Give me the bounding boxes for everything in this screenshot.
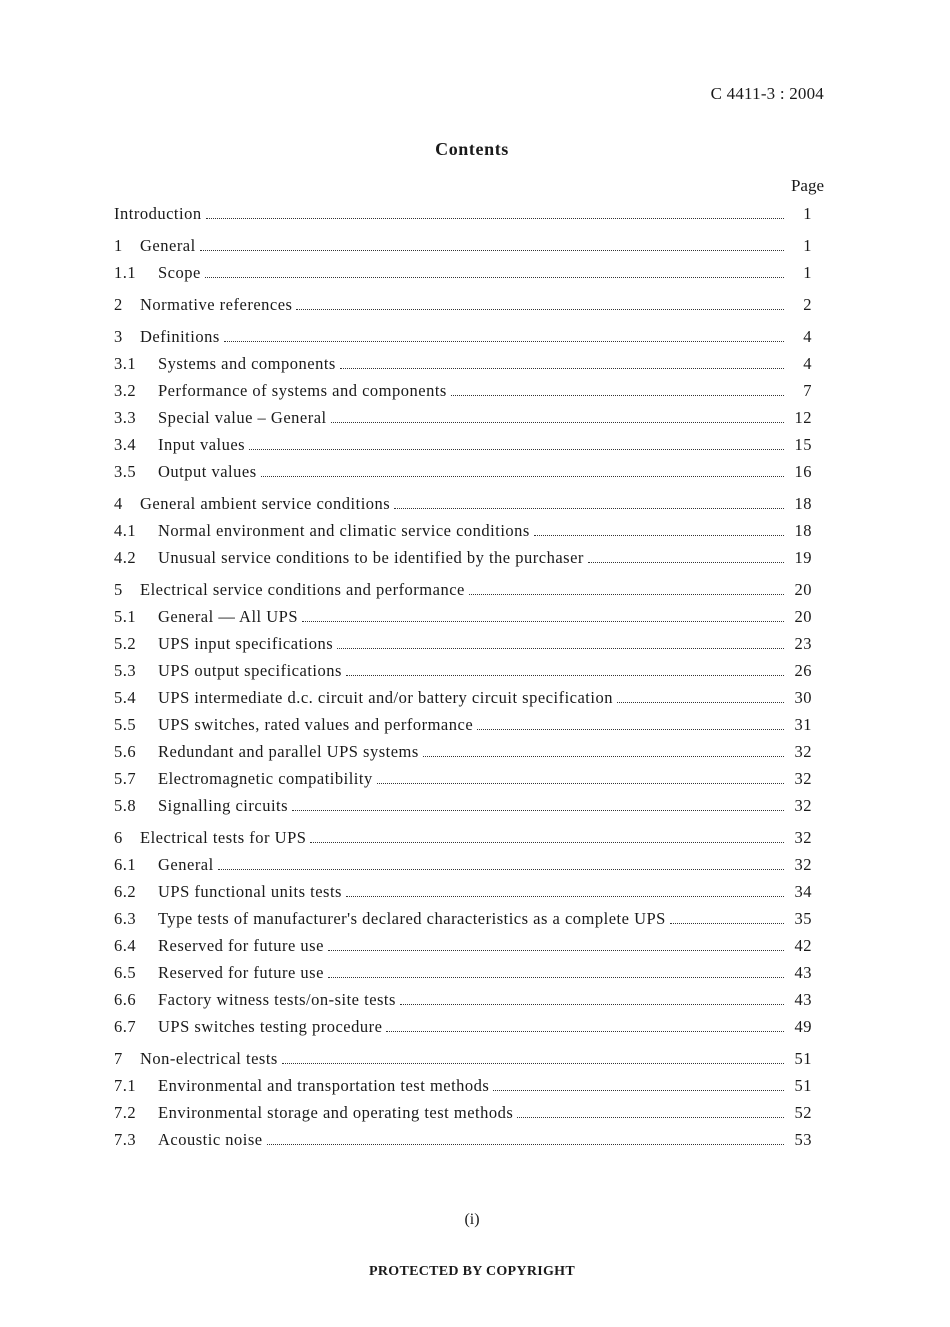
toc-entry[interactable] bbox=[114, 634, 812, 661]
page-column-heading: Page bbox=[790, 176, 824, 195]
toc-entry-title: Unusual service conditions to be identified by the purchaser bbox=[158, 548, 584, 567]
toc-entry-number: 4 bbox=[114, 494, 123, 513]
dot-leader bbox=[328, 977, 784, 978]
toc-entry[interactable] bbox=[114, 1049, 812, 1076]
toc-entry-number: 1 bbox=[114, 236, 123, 255]
toc-entry-number: 6.5 bbox=[114, 963, 137, 982]
toc-entry[interactable] bbox=[114, 607, 812, 634]
toc-entry-title: Signalling circuits bbox=[158, 796, 289, 815]
page-folio: (i) bbox=[464, 1211, 480, 1228]
toc-entry[interactable] bbox=[114, 963, 812, 990]
toc-entry[interactable] bbox=[114, 661, 812, 688]
toc-entry-number: 5.3 bbox=[114, 661, 137, 680]
toc-entry-page: 32 bbox=[794, 855, 812, 874]
toc-entry-page: 53 bbox=[794, 1130, 812, 1149]
dot-leader bbox=[469, 594, 784, 595]
toc-entry-page: 1 bbox=[803, 236, 812, 255]
toc-entry[interactable] bbox=[114, 204, 812, 231]
dot-leader bbox=[310, 842, 784, 843]
toc-entry-page: 32 bbox=[794, 769, 812, 788]
toc-entry-number: 6.7 bbox=[114, 1017, 137, 1036]
toc-entry-page: 30 bbox=[794, 688, 812, 707]
toc-entry-number: 6 bbox=[114, 828, 123, 847]
toc-entry-page: 4 bbox=[803, 354, 812, 373]
toc-entry-title: Input values bbox=[158, 435, 246, 454]
dot-leader bbox=[328, 950, 784, 951]
toc-entry-title: Electrical service conditions and performance bbox=[140, 580, 465, 599]
toc-entry-title: UPS switches testing procedure bbox=[158, 1017, 383, 1036]
toc-entry-title: Reserved for future use bbox=[158, 963, 324, 982]
toc-entry[interactable] bbox=[114, 263, 812, 290]
toc-entry-page: 4 bbox=[803, 327, 812, 346]
toc-entry-number: 3.4 bbox=[114, 435, 137, 454]
toc-entry-title: General bbox=[158, 855, 214, 874]
dot-leader bbox=[670, 923, 784, 924]
dot-leader bbox=[493, 1090, 784, 1091]
toc-entry-title: Scope bbox=[158, 263, 201, 282]
toc-entry-number: 5 bbox=[114, 580, 123, 599]
toc-entry-title: Electromagnetic compatibility bbox=[158, 769, 373, 788]
toc-entry-number: 6.1 bbox=[114, 855, 137, 874]
toc-entry[interactable] bbox=[114, 462, 812, 489]
toc-entry-title: General bbox=[140, 236, 196, 255]
toc-entry-title: Factory witness tests/on-site tests bbox=[158, 990, 396, 1009]
dot-leader bbox=[267, 1144, 784, 1145]
dot-leader bbox=[206, 218, 784, 219]
toc-entry-page: 32 bbox=[794, 828, 812, 847]
toc-entry-title: Redundant and parallel UPS systems bbox=[158, 742, 419, 761]
toc-entry-number: 5.1 bbox=[114, 607, 137, 626]
toc-entry-page: 20 bbox=[794, 580, 812, 599]
toc-entry-page: 43 bbox=[794, 990, 812, 1009]
toc-entry-page: 52 bbox=[794, 1103, 812, 1122]
toc-entry[interactable] bbox=[114, 327, 812, 354]
toc-entry-page: 20 bbox=[794, 607, 812, 626]
toc-entry-number: 6.3 bbox=[114, 909, 137, 928]
toc-entry-number: 6.2 bbox=[114, 882, 137, 901]
toc-entry-number: 3.5 bbox=[114, 462, 137, 481]
toc-entry-page: 32 bbox=[794, 796, 812, 815]
toc-entry[interactable] bbox=[114, 828, 812, 855]
copyright-notice: PROTECTED BY COPYRIGHT bbox=[369, 1264, 575, 1279]
dot-leader bbox=[588, 562, 784, 563]
toc-entry-title: Systems and components bbox=[158, 354, 336, 373]
toc-entry-title: Type tests of manufacturer's declared characteristics as a complete UPS bbox=[158, 909, 666, 928]
toc-entry-title: Reserved for future use bbox=[158, 936, 324, 955]
dot-leader bbox=[340, 368, 784, 369]
toc-entry-title: Introduction bbox=[114, 204, 202, 223]
toc-entry-number: 5.5 bbox=[114, 715, 137, 734]
toc-entry[interactable] bbox=[114, 381, 812, 408]
dot-leader bbox=[205, 277, 784, 278]
toc-entry[interactable] bbox=[114, 548, 812, 575]
dot-leader bbox=[261, 476, 784, 477]
toc-entry-page: 49 bbox=[794, 1017, 812, 1036]
toc-entry-number: 3.3 bbox=[114, 408, 137, 427]
toc-entry-page: 26 bbox=[794, 661, 812, 680]
toc-entry-title: General ambient service conditions bbox=[140, 494, 391, 513]
toc-entry-title: Electrical tests for UPS bbox=[140, 828, 307, 847]
toc-entry-number: 5.7 bbox=[114, 769, 137, 788]
toc-entry-page: 42 bbox=[794, 936, 812, 955]
toc-entry-page: 34 bbox=[794, 882, 812, 901]
dot-leader bbox=[218, 869, 784, 870]
toc-entry-title: Non-electrical tests bbox=[140, 1049, 278, 1068]
toc-entry[interactable] bbox=[114, 435, 812, 462]
toc-entry-number: 7.1 bbox=[114, 1076, 137, 1095]
dot-leader bbox=[386, 1031, 784, 1032]
dot-leader bbox=[337, 648, 784, 649]
toc-entry-title: Definitions bbox=[140, 327, 220, 346]
toc-entry-number: 4.1 bbox=[114, 521, 137, 540]
toc-entry-page: 51 bbox=[794, 1049, 812, 1068]
toc-entry[interactable] bbox=[114, 354, 812, 381]
dot-leader bbox=[346, 675, 784, 676]
toc-entry-number: 6.6 bbox=[114, 990, 137, 1009]
dot-leader bbox=[477, 729, 784, 730]
toc-entry[interactable] bbox=[114, 742, 812, 769]
dot-leader bbox=[346, 896, 784, 897]
toc-entry-number: 4.2 bbox=[114, 548, 137, 567]
toc-entry-page: 16 bbox=[794, 462, 812, 481]
toc-entry-title: UPS switches, rated values and performance bbox=[158, 715, 474, 734]
dot-leader bbox=[400, 1004, 784, 1005]
toc-entry[interactable] bbox=[114, 1076, 812, 1103]
toc-entry-page: 43 bbox=[794, 963, 812, 982]
document-id: C 4411-3 : 2004 bbox=[710, 84, 824, 103]
toc-entry-page: 51 bbox=[794, 1076, 812, 1095]
toc-entry-number: 5.2 bbox=[114, 634, 137, 653]
toc-entry[interactable] bbox=[114, 1130, 812, 1157]
toc-entry-page: 18 bbox=[794, 494, 812, 513]
dot-leader bbox=[517, 1117, 784, 1118]
toc-entry-title: Normal environment and climatic service conditions bbox=[158, 521, 530, 540]
toc-entry[interactable] bbox=[114, 295, 812, 322]
toc-entry-number: 5.4 bbox=[114, 688, 137, 707]
toc-entry-page: 31 bbox=[794, 715, 812, 734]
toc-entry-page: 35 bbox=[794, 909, 812, 928]
toc-entry-page: 23 bbox=[794, 634, 812, 653]
dot-leader bbox=[377, 783, 784, 784]
table-of-contents bbox=[114, 204, 812, 1157]
toc-entry-number: 7.3 bbox=[114, 1130, 137, 1149]
toc-entry-number: 3.1 bbox=[114, 354, 137, 373]
dot-leader bbox=[331, 422, 784, 423]
toc-entry-page: 15 bbox=[794, 435, 812, 454]
toc-entry-number: 3 bbox=[114, 327, 123, 346]
toc-entry-number: 5.8 bbox=[114, 796, 137, 815]
toc-entry-page: 1 bbox=[803, 263, 812, 282]
toc-entry-number: 7 bbox=[114, 1049, 123, 1068]
dot-leader bbox=[451, 395, 784, 396]
toc-entry-number: 2 bbox=[114, 295, 123, 314]
dot-leader bbox=[394, 508, 784, 509]
toc-entry-number: 1.1 bbox=[114, 263, 137, 282]
dot-leader bbox=[249, 449, 784, 450]
dot-leader bbox=[534, 535, 784, 536]
toc-entry[interactable] bbox=[114, 494, 812, 521]
toc-entry-number: 7.2 bbox=[114, 1103, 137, 1122]
toc-entry[interactable] bbox=[114, 580, 812, 607]
toc-entry[interactable] bbox=[114, 855, 812, 882]
toc-entry[interactable] bbox=[114, 408, 812, 435]
toc-entry-page: 1 bbox=[803, 204, 812, 223]
toc-entry-number: 6.4 bbox=[114, 936, 137, 955]
dot-leader bbox=[292, 810, 784, 811]
toc-entry[interactable] bbox=[114, 1103, 812, 1130]
toc-entry-title: UPS intermediate d.c. circuit and/or battery circuit specification bbox=[158, 688, 613, 707]
toc-entry[interactable] bbox=[114, 796, 812, 823]
toc-entry-page: 32 bbox=[794, 742, 812, 761]
toc-entry-title: Environmental storage and operating test methods bbox=[158, 1103, 514, 1122]
dot-leader bbox=[296, 309, 784, 310]
toc-entry-title: Normative references bbox=[140, 295, 293, 314]
toc-entry-title: Performance of systems and components bbox=[158, 381, 447, 400]
toc-entry[interactable] bbox=[114, 769, 812, 796]
toc-entry[interactable] bbox=[114, 715, 812, 742]
toc-entry-title: Special value – General bbox=[158, 408, 327, 427]
toc-entry[interactable] bbox=[114, 990, 812, 1017]
dot-leader bbox=[302, 621, 784, 622]
toc-entry-title: UPS input specifications bbox=[158, 634, 334, 653]
toc-entry-page: 18 bbox=[794, 521, 812, 540]
toc-entry-title: UPS functional units tests bbox=[158, 882, 342, 901]
toc-entry[interactable] bbox=[114, 521, 812, 548]
toc-entry-title: Environmental and transportation test methods bbox=[158, 1076, 490, 1095]
toc-entry-title: UPS output specifications bbox=[158, 661, 342, 680]
toc-entry[interactable] bbox=[114, 882, 812, 909]
toc-entry[interactable] bbox=[114, 936, 812, 963]
toc-entry[interactable] bbox=[114, 688, 812, 715]
dot-leader bbox=[200, 250, 784, 251]
toc-entry-page: 7 bbox=[803, 381, 812, 400]
toc-entry[interactable] bbox=[114, 236, 812, 263]
toc-entry-title: Acoustic noise bbox=[158, 1130, 263, 1149]
toc-entry-title: Output values bbox=[158, 462, 257, 481]
dot-leader bbox=[617, 702, 784, 703]
toc-entry[interactable] bbox=[114, 909, 812, 936]
toc-entry-page: 19 bbox=[794, 548, 812, 567]
dot-leader bbox=[224, 341, 784, 342]
dot-leader bbox=[423, 756, 784, 757]
page-title: Contents bbox=[435, 139, 509, 159]
dot-leader bbox=[282, 1063, 784, 1064]
toc-entry-title: General — All UPS bbox=[158, 607, 299, 626]
toc-entry-page: 2 bbox=[803, 295, 812, 314]
toc-entry[interactable] bbox=[114, 1017, 812, 1044]
toc-entry-page: 12 bbox=[794, 408, 812, 427]
toc-entry-number: 3.2 bbox=[114, 381, 137, 400]
toc-entry-number: 5.6 bbox=[114, 742, 137, 761]
